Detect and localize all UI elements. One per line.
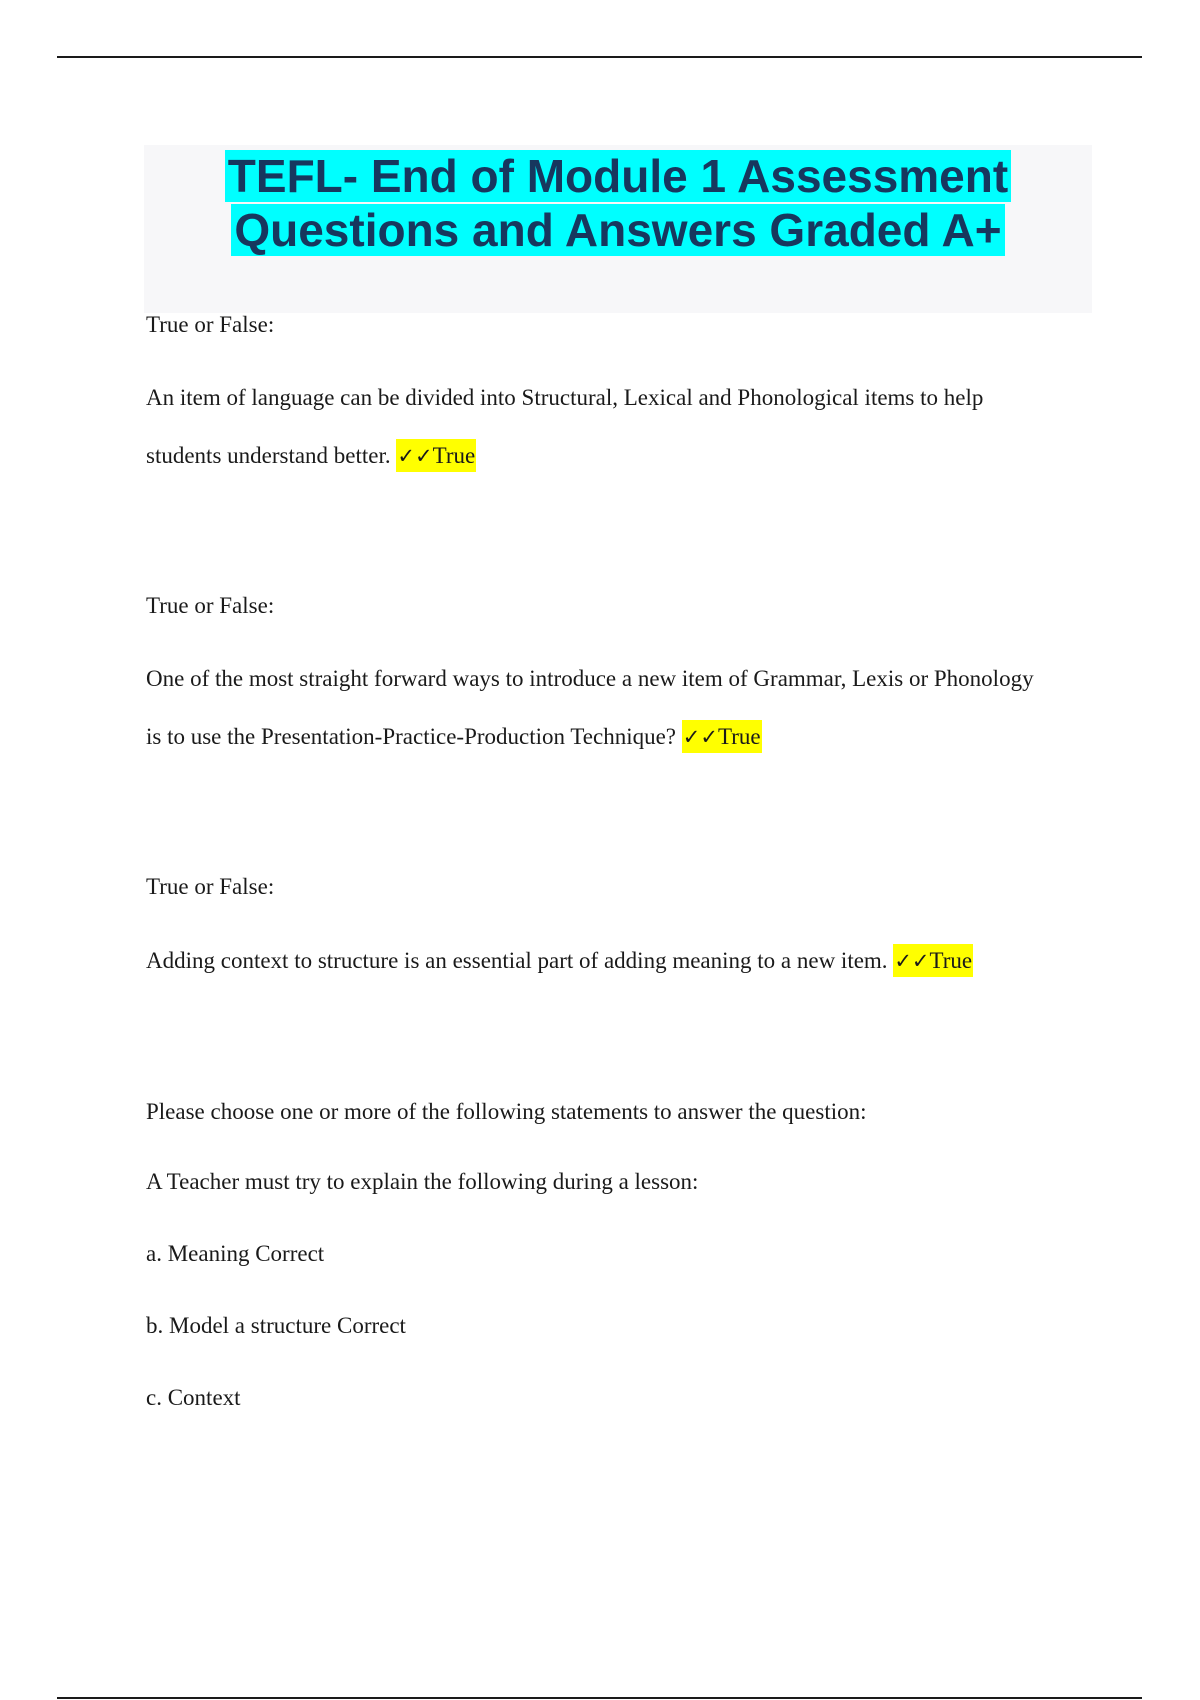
question-3-answer: True: [929, 948, 973, 973]
question-4-text-line-1: A Teacher must try to explain the following during a lesson:: [146, 1169, 699, 1194]
question-3-answer-highlight: [893, 944, 973, 977]
question-2-text-line-2: is to use the Presentation-Practice-Production Technique? ✓✓True: [146, 723, 762, 751]
question-3-text-line-1: Adding context to structure is an essential part of adding meaning to a new item. ✓✓True: [146, 947, 973, 975]
double-check-icon: ✓✓: [397, 444, 433, 468]
question-2-answer-highlight: [682, 720, 762, 753]
question-1-prompt: True or False:: [146, 312, 275, 337]
double-check-icon: ✓✓: [682, 725, 718, 749]
question-4-option-b: b. Model a structure Correct: [146, 1313, 406, 1338]
double-check-icon: ✓✓: [894, 949, 930, 973]
question-4-option-c: c. Context: [146, 1385, 241, 1410]
question-1-text-line-2: students understand better. ✓✓True: [146, 442, 476, 470]
question-3-prompt: True or False:: [146, 874, 275, 899]
question-1-text-line-1: An item of language can be divided into Structural, Lexical and Phonological items to help: [146, 385, 984, 410]
question-2-text-line-1: One of the most straight forward ways to introduce a new item of Grammar, Lexis or Phonology: [146, 666, 1034, 691]
question-2-prompt: True or False:: [146, 593, 275, 618]
title-line-1: TEFL- End of Module 1 Assessment: [225, 150, 1011, 202]
top-rule: [57, 56, 1142, 58]
document-title: [144, 149, 1092, 257]
title-line-2: Questions and Answers Graded A+: [231, 204, 1004, 256]
bottom-rule: [57, 1697, 1142, 1699]
question-2-answer: True: [717, 724, 761, 749]
question-1-answer-highlight: [396, 439, 476, 472]
title-banner: [144, 145, 1092, 313]
question-1-answer: True: [432, 443, 476, 468]
question-4-option-a: a. Meaning Correct: [146, 1241, 325, 1266]
question-4-prompt: Please choose one or more of the following statements to answer the question:: [146, 1099, 867, 1124]
